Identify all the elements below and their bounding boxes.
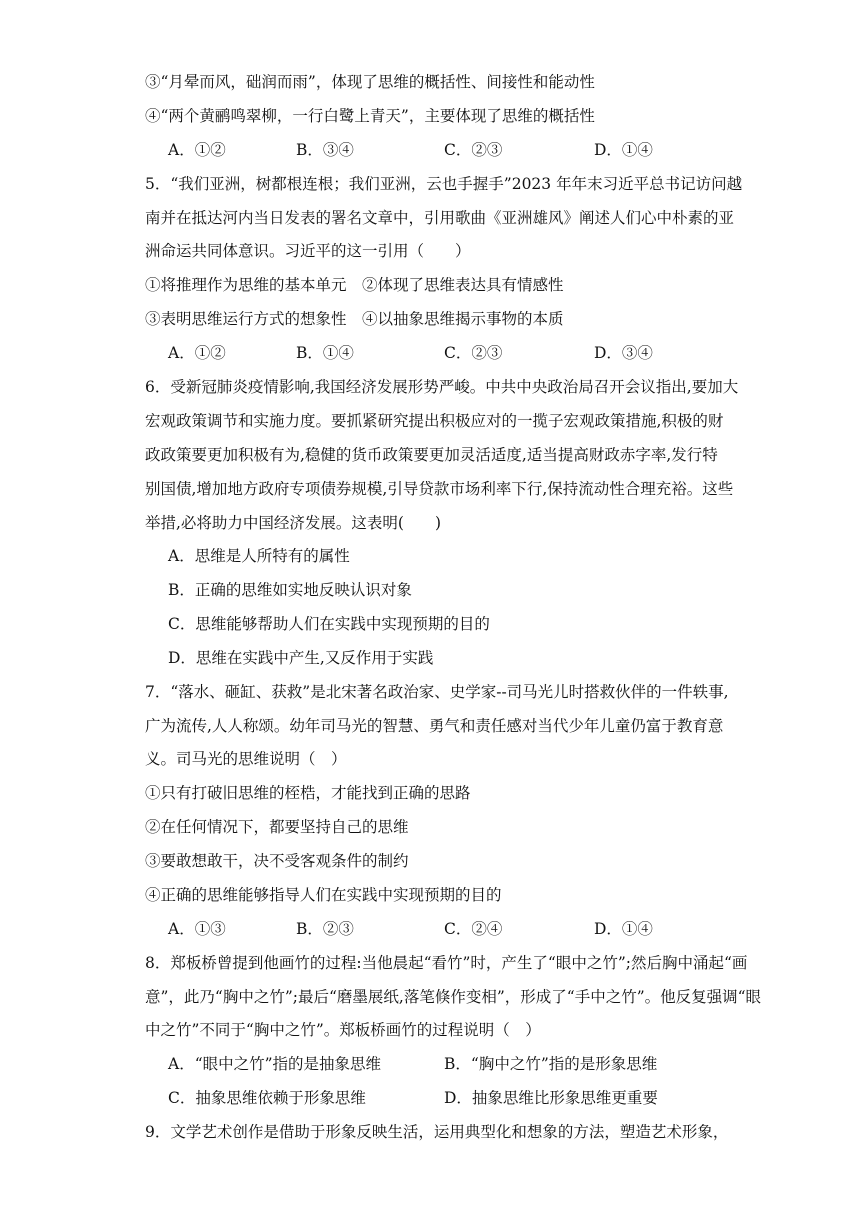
q7-option-c[interactable]: C．②④ bbox=[444, 920, 503, 938]
q6-stem-line-4: 别国债,增加地方政府专项债券规模,引导贷款市场利率下行,保持流动性合理充裕。这些 bbox=[145, 480, 734, 498]
q8-stem-line-3: 中之竹”不同于“胸中之竹”。郑板桥画竹的过程说明（ ） bbox=[145, 1021, 541, 1039]
q5-statements-2: ③表明思维运行方式的想象性 ④以抽象思维揭示事物的本质 bbox=[145, 310, 564, 328]
q7-option-d[interactable]: D．①④ bbox=[594, 920, 653, 938]
q4-statement-4: ④“两个黄鹂鸣翠柳，一行白鹭上青天”，主要体现了思维的概括性 bbox=[145, 107, 595, 125]
q7-stem-line-2: 广为流传,人人称颂。幼年司马光的智慧、勇气和责任感对当代少年儿童仍富于教育意 bbox=[145, 717, 724, 735]
q6-option-a[interactable]: A．思维是人所特有的属性 bbox=[168, 547, 350, 565]
q8-stem-line-2: 意”，此乃“胸中之竹”;最后“磨墨展纸,落笔倏作变相”，形成了“手中之竹”。他反复强调“眼 bbox=[145, 988, 762, 1006]
q8-option-b[interactable]: B．“胸中之竹”指的是形象思维 bbox=[444, 1055, 658, 1073]
q7-option-a[interactable]: A．①③ bbox=[168, 920, 226, 938]
q7-stem-line-3: 义。司马光的思维说明（ ） bbox=[145, 750, 347, 768]
q6-option-c[interactable]: C．思维能够帮助人们在实践中实现预期的目的 bbox=[168, 615, 490, 633]
q8-stem-line-1: 8．郑板桥曾提到他画竹的过程:当他晨起“看竹”时，产生了“眼中之竹”;然后胸中涌起“画 bbox=[145, 954, 748, 972]
q5-statements-1: ①将推理作为思维的基本单元 ②体现了思维表达具有情感性 bbox=[145, 276, 564, 294]
q7-statement-1: ①只有打破旧思维的桎梏，才能找到正确的思路 bbox=[145, 784, 471, 802]
q9-stem-line-1: 9．文学艺术创作是借助于形象反映生活，运用典型化和想象的方法，塑造艺术形象， bbox=[145, 1123, 729, 1141]
q8-option-d[interactable]: D．抽象思维比形象思维更重要 bbox=[444, 1089, 658, 1107]
q5-option-d[interactable]: D．③④ bbox=[594, 344, 653, 362]
q5-stem-line-1: 5．“我们亚洲，树都根连根；我们亚洲，云也手握手”2023 年年末习近平总书记访问越 bbox=[145, 175, 743, 193]
q4-option-c[interactable]: C．②③ bbox=[444, 141, 503, 159]
q7-stem-line-1: 7．“落水、砸缸、获救”是北宋著名政治家、史学家--司马光儿时搭救伙伴的一件轶事, bbox=[145, 683, 729, 701]
q4-option-a[interactable]: A．①② bbox=[168, 141, 226, 159]
q4-option-b[interactable]: B．③④ bbox=[296, 141, 354, 159]
q8-option-a[interactable]: A．“眼中之竹”指的是抽象思维 bbox=[168, 1055, 382, 1073]
q5-stem-line-2: 南并在抵达河内当日发表的署名文章中，引用歌曲《亚洲雄风》阐述人们心中朴素的亚 bbox=[145, 209, 735, 227]
q7-statement-3: ③要敢想敢干，决不受客观条件的制约 bbox=[145, 852, 409, 870]
q6-stem-line-1: 6．受新冠肺炎疫情影响,我国经济发展形势严峻。中共中央政治局召开会议指出,要加大 bbox=[145, 378, 739, 396]
q7-option-b[interactable]: B．②③ bbox=[296, 920, 354, 938]
q6-option-d[interactable]: D．思维在实践中产生,又反作用于实践 bbox=[168, 649, 434, 667]
q8-option-c[interactable]: C．抽象思维依赖于形象思维 bbox=[168, 1089, 366, 1107]
q5-stem-line-3: 洲命运共同体意识。习近平的这一引用（ ） bbox=[145, 242, 471, 260]
q4-statement-3: ③“月晕而风，础润而雨”，体现了思维的概括性、间接性和能动性 bbox=[145, 73, 595, 91]
q6-stem-line-3: 政政策要更加积极有为,稳健的货币政策要更加灵活适度,适当提高财政赤字率,发行特 bbox=[145, 446, 718, 464]
q6-stem-line-5: 举措,必将助力中国经济发展。这表明( ) bbox=[145, 514, 442, 532]
q7-statement-4: ④正确的思维能够指导人们在实践中实现预期的目的 bbox=[145, 886, 502, 904]
q6-stem-line-2: 宏观政策调节和实施力度。要抓紧研究提出积极应对的一揽子宏观政策措施,积极的财 bbox=[145, 412, 724, 430]
q7-statement-2: ②在任何情况下，都要坚持自己的思维 bbox=[145, 818, 409, 836]
q5-option-c[interactable]: C．②③ bbox=[444, 344, 503, 362]
q5-option-a[interactable]: A．①② bbox=[168, 344, 226, 362]
q6-option-b[interactable]: B．正确的思维如实地反映认识对象 bbox=[168, 581, 412, 599]
q4-option-d[interactable]: D．①④ bbox=[594, 141, 653, 159]
q5-option-b[interactable]: B．①④ bbox=[296, 344, 354, 362]
